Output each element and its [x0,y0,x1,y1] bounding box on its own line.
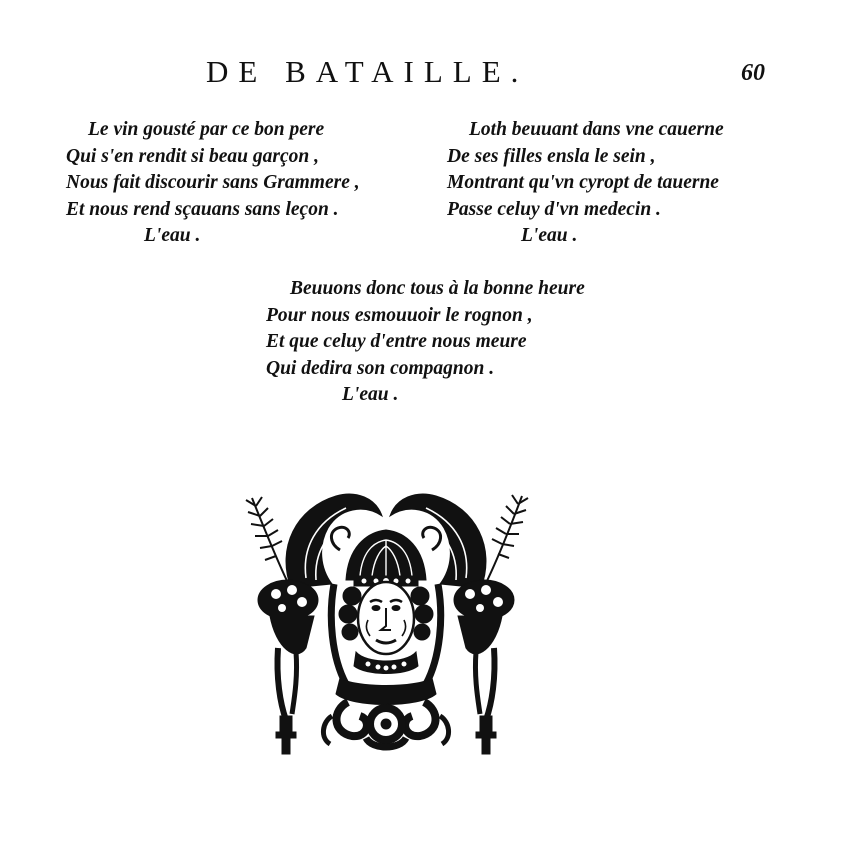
refrain: L'eau . [342,384,399,405]
verse-line: Montrant qu'vn cyropt de tauerne [447,172,719,193]
verse-line: Beuuons donc tous à la bonne heure [290,278,585,299]
verse-line: Et que celuy d'entre nous meure [266,331,527,352]
refrain: L'eau . [144,225,201,246]
verse-line: Passe celuy d'vn medecin . [447,198,661,220]
verse-line: Pour nous esmouuoir le rognon , [266,304,533,326]
refrain: L'eau . [521,225,578,246]
stanza-left [66,117,360,250]
verse-line: De ses filles ensla le sein , [447,145,656,167]
verse-line: Et nous rend sçauans sans leçon . [66,198,339,220]
woodcut-mascaron-ornament-icon [236,488,536,763]
verse-line: Nous fait discourir sans Grammere , [66,172,360,193]
page-number: 60 [741,60,765,86]
stanza-center [266,276,585,409]
verse-line: Qui s'en rendit si beau garçon , [66,145,319,167]
verse-line: Le vin gousté par ce bon pere [88,119,325,140]
running-title: DE BATAILLE. [206,54,529,89]
verse-line: Qui dedira son compagnon . [266,357,495,379]
stanza-right [447,117,724,250]
verse-line: Loth beuuant dans vne cauerne [469,119,724,140]
